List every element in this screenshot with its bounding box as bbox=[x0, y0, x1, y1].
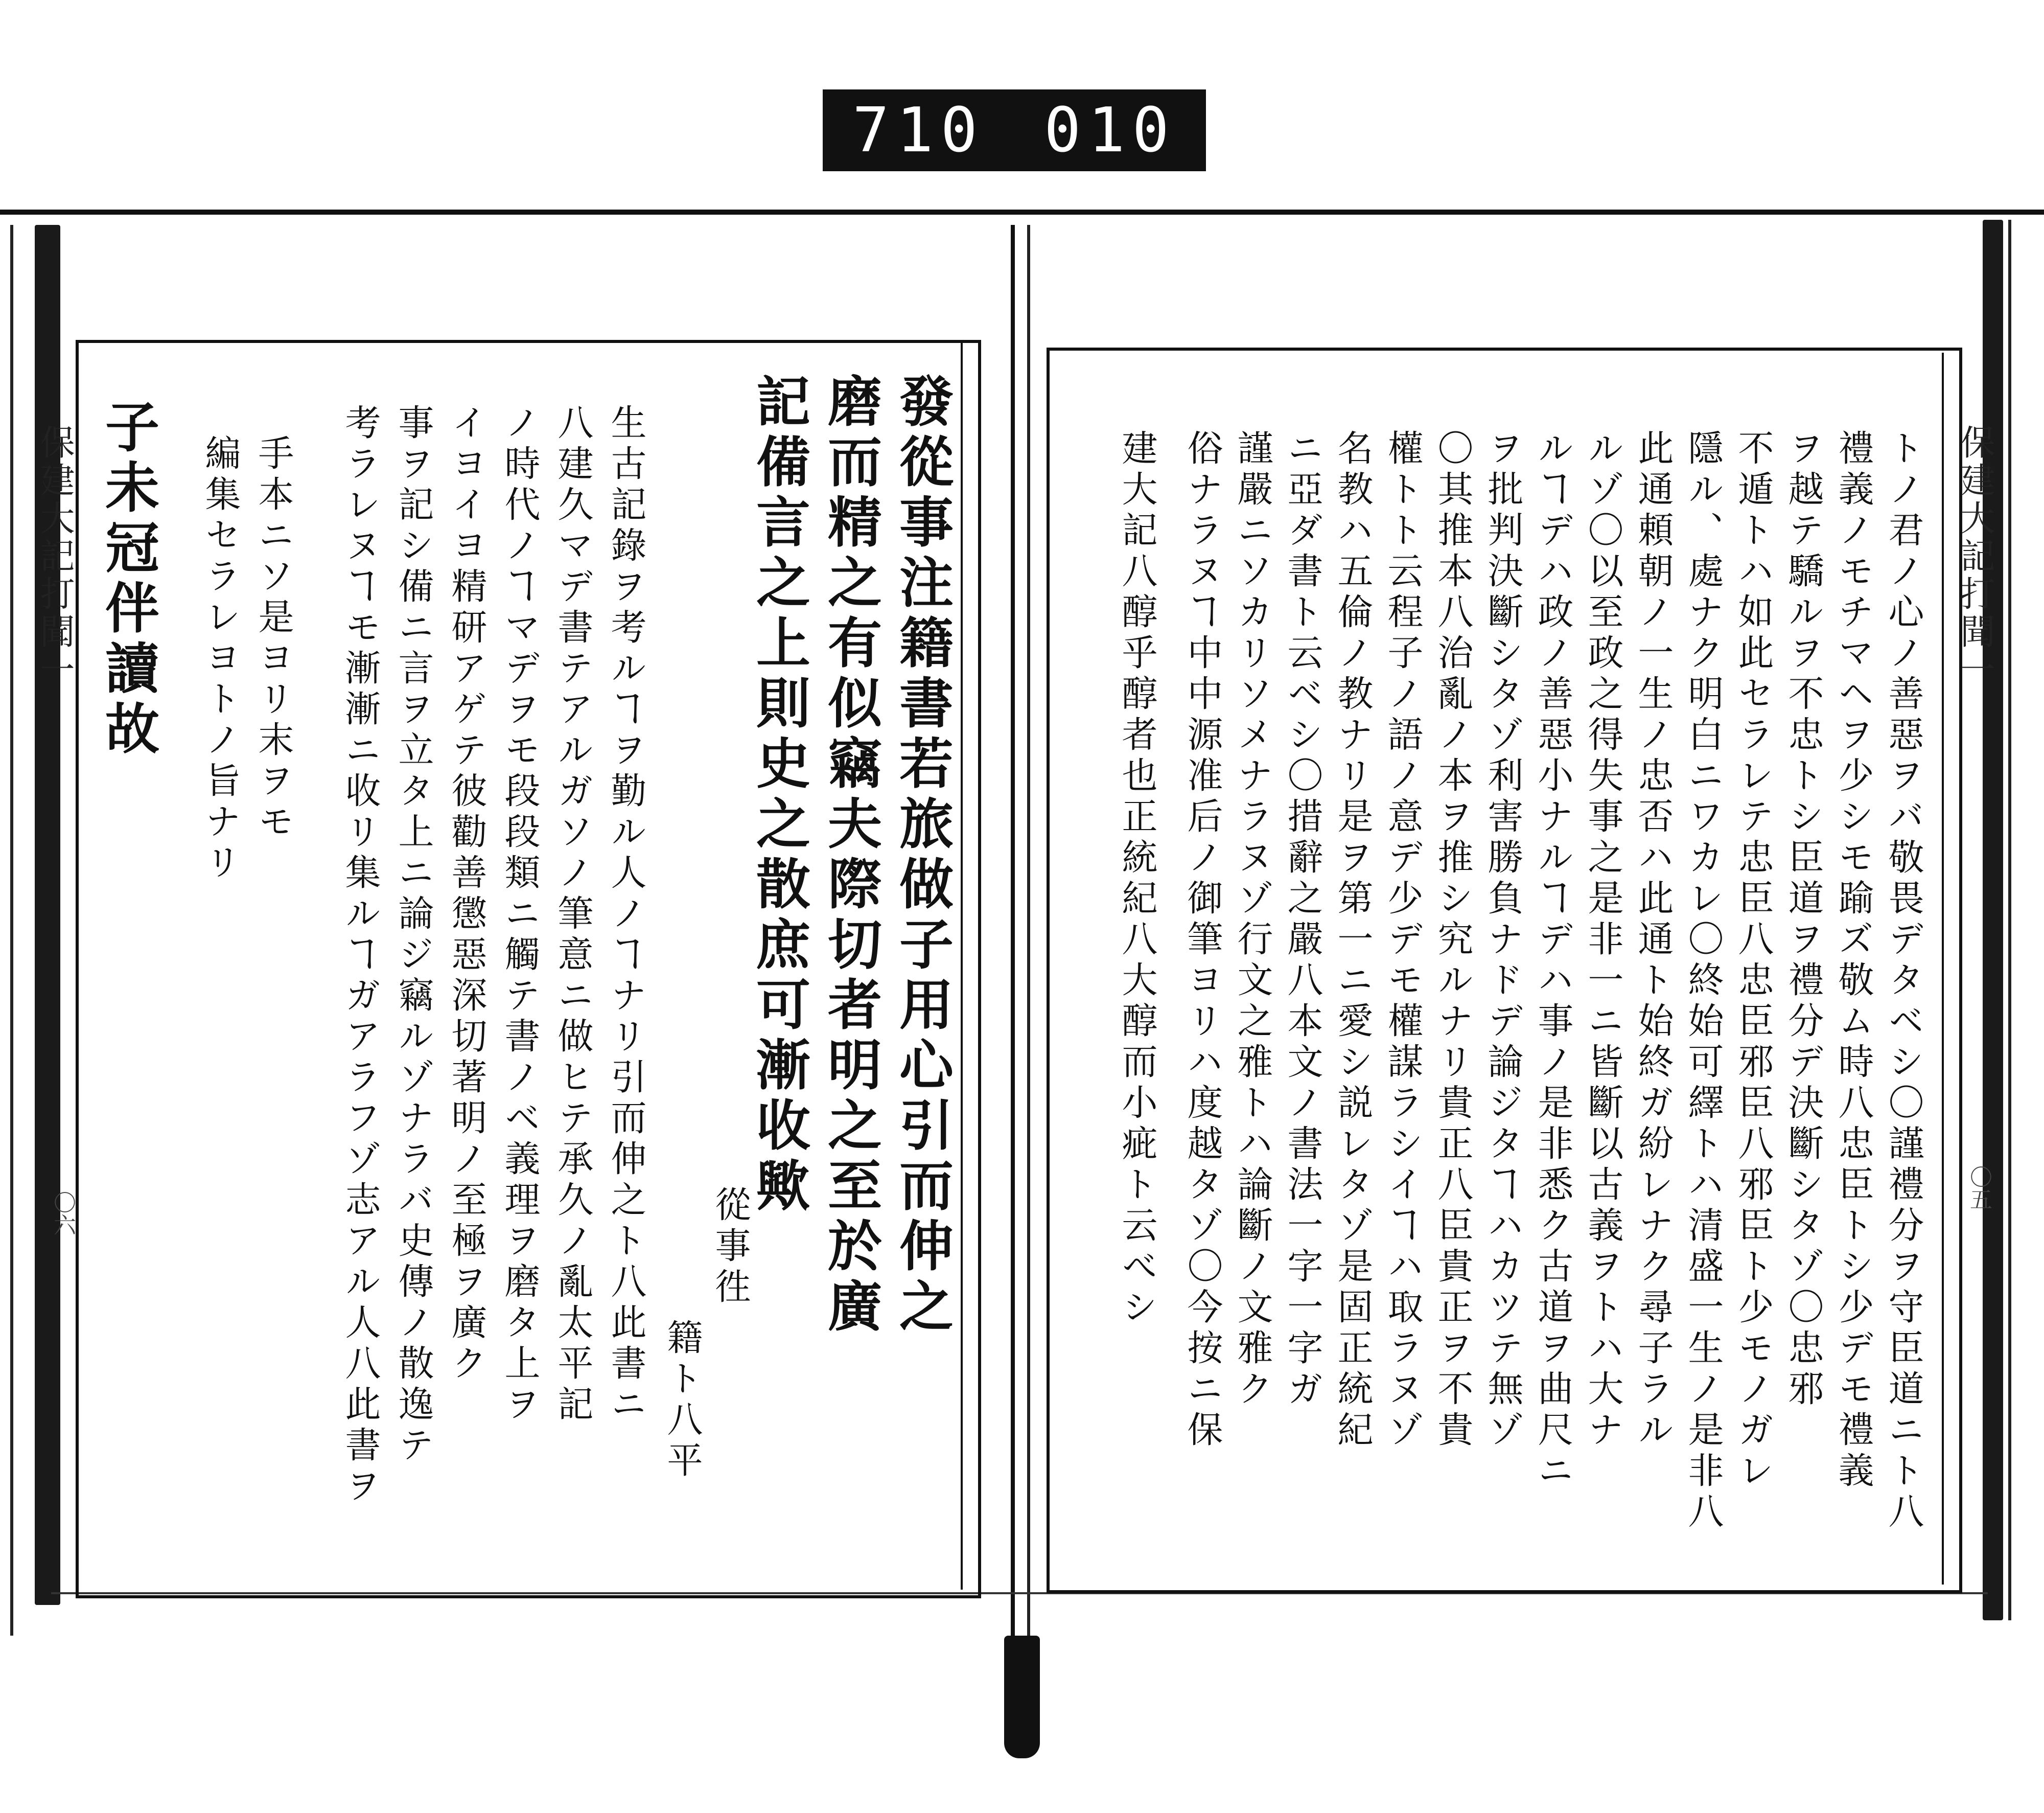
note-line-3: 生古記錄ヲ考ルヿヲ勤ル人ノヿナリ引而伸之ト八此書ニ bbox=[605, 404, 647, 1426]
text-line-13: ニ亞ダ書ト云ベシ〇措辭之嚴八本文ノ書法一字一字ガ bbox=[1282, 429, 1323, 1411]
right-page-running-title: 保建大記打聞一 bbox=[1955, 424, 1995, 689]
text-line-5: 隱ル、處ナク明白ニワカレ〇終始可繹トハ清盛一生ノ是非八 bbox=[1682, 429, 1724, 1533]
text-line-14: 謹嚴ニソカリソメナラヌゾ行文之雅トハ論斷ノ文雅ク bbox=[1232, 429, 1273, 1411]
note-line-4: 八建久マデ書テアルガソノ筆意ニ做ヒテ承久ノ亂太平記 bbox=[552, 404, 594, 1426]
main-text-line-3: 記備言之上則史之散庶可漸收歟 bbox=[748, 373, 811, 1218]
text-line-1: トノ君ノ心ノ善惡ヲバ敬畏デタベシ〇謹禮分ヲ守臣道ニト八 bbox=[1883, 429, 1924, 1533]
text-line-4: 不遁トハ如此セラレテ忠臣八忠臣邪臣八邪臣ト少モノガレ bbox=[1732, 429, 1774, 1493]
binding-tassel bbox=[1004, 1636, 1040, 1758]
text-line-6: 此通頼朝ノ一生ノ忠否ハ此通ト始終ガ紛レナク尋子ラル bbox=[1632, 429, 1674, 1452]
note-line-1: 從事徃 bbox=[709, 1186, 751, 1309]
left-page-running-title: 保建大記打聞一 bbox=[34, 424, 75, 689]
book-right-strip bbox=[2008, 220, 2025, 1620]
note-line-9: 手本ニソ是ヨリ末ヲモ bbox=[252, 434, 294, 843]
note-line-5: ノ時代ノヿマデヲモ段段類ニ觸テ書ノベ義理ヲ磨タ上ヲ bbox=[499, 404, 541, 1426]
text-line-12: 名教ハ五倫ノ教ナリ是ヲ第一ニ愛シ説レタゾ是固正統紀 bbox=[1332, 429, 1374, 1452]
note-line-7: 事ヲ記シ備ニ言ヲ立タ上ニ論ジ竊ルゾナラバ史傳ノ散逸テ bbox=[392, 404, 434, 1467]
note-line-2: 籍ト八平 bbox=[661, 1319, 703, 1482]
closing-line: 子未冠伴讀故 bbox=[97, 399, 160, 761]
text-line-7: ルゾ〇以至政之得失事之是非一ニ皆斷以古義ヲトハ大ナ bbox=[1582, 429, 1624, 1452]
text-line-8: ルヿデハ政ノ善惡小ナルヿデハ事ノ是非悉ク古道ヲ曲尺ニ bbox=[1532, 429, 1574, 1493]
book-top-edge bbox=[0, 210, 2044, 215]
text-line-15: 俗ナラヌヿ中中源准后ノ御筆ヨリハ度越タゾ〇今按ニ保 bbox=[1181, 429, 1223, 1452]
text-line-16: 建大記八醇乎醇者也正統紀八大醇而小疵ト云べシ bbox=[1116, 429, 1158, 1329]
left-page-inner-rule bbox=[961, 342, 963, 1590]
text-line-9: ヲ批判決斷シタゾ利害勝負ナドデ論ジタヿハカツテ無ゾ bbox=[1482, 429, 1524, 1452]
note-line-8: 考ラレヌヿモ漸漸ニ收リ集ルヿガアラフゾ志アル人八此書ヲ bbox=[339, 404, 381, 1508]
text-line-10: 〇其推本八治亂ノ本ヲ推シ究ルナリ貴正八臣貴正ヲ不貴 bbox=[1432, 429, 1474, 1452]
text-line-11: 權トト云程子ノ語ノ意デ少デモ權謀ラシイヿハ取ラヌゾ bbox=[1382, 429, 1424, 1452]
book-spine-line bbox=[1027, 225, 1030, 1641]
scan-label-right: 010 bbox=[1044, 95, 1176, 166]
note-line-6: イヨイヨ精研アゲテ彼勸善懲惡深切著明ノ至極ヲ廣ク bbox=[446, 404, 487, 1385]
scan-label bbox=[823, 89, 1206, 171]
right-page-number: 〇五 bbox=[1966, 1165, 1992, 1210]
main-text-line-2: 磨而精之有似竊夫際切者明之至於廣 bbox=[819, 373, 883, 1338]
book-spine-line bbox=[1011, 225, 1015, 1641]
note-line-10: 編集セラレヨトノ旨ナリ bbox=[199, 434, 241, 884]
right-page-inner-rule bbox=[1942, 353, 1944, 1585]
text-line-2: 禮義ノモチマヘヲ少シモ踰ズ敬ム時八忠臣トシ少デモ禮義 bbox=[1832, 429, 1874, 1493]
text-line-3: ヲ越テ驕ルヲ不忠トシ臣道ヲ禮分デ決斷シタゾ〇忠邪 bbox=[1782, 429, 1824, 1411]
left-page-number: 〇六 bbox=[50, 1191, 76, 1236]
book-left-strip bbox=[10, 225, 34, 1636]
main-text-line-1: 發從事注籍書若旅做子用心引而伸之 bbox=[891, 373, 955, 1338]
scan-label-left: 710 bbox=[852, 95, 985, 166]
